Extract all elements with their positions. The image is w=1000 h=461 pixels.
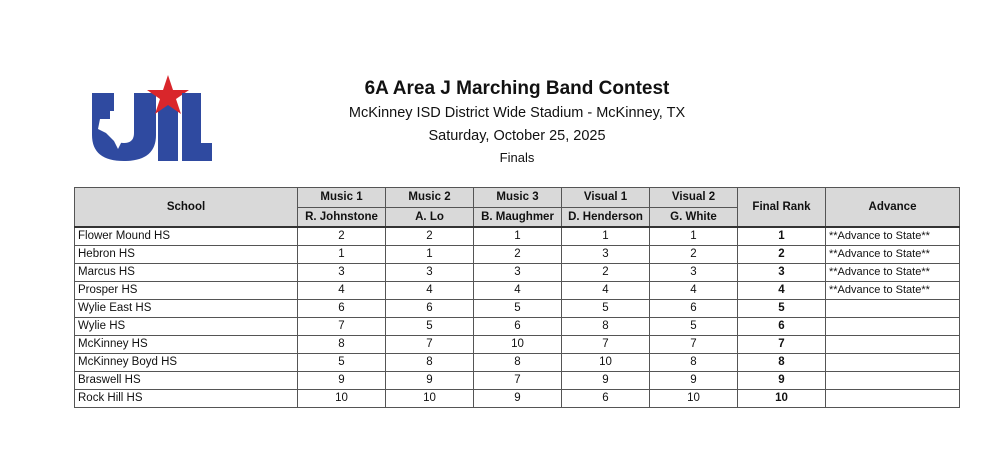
judge-name-header: D. Henderson xyxy=(562,208,650,228)
judge-rank-cell: 1 xyxy=(474,227,562,246)
advance-cell xyxy=(826,318,960,336)
judge-rank-cell: 9 xyxy=(386,372,474,390)
judge-rank-cell: 10 xyxy=(474,336,562,354)
judge-rank-cell: 10 xyxy=(562,354,650,372)
judge-category-header: Music 3 xyxy=(474,188,562,208)
judge-rank-cell: 4 xyxy=(650,282,738,300)
judge-name-header: G. White xyxy=(650,208,738,228)
results-table xyxy=(74,187,960,408)
judge-rank-cell: 5 xyxy=(386,318,474,336)
final-rank-cell: 9 xyxy=(738,372,826,390)
judge-rank-cell: 7 xyxy=(650,336,738,354)
judge-rank-cell: 2 xyxy=(386,227,474,246)
judge-rank-cell: 1 xyxy=(562,227,650,246)
judge-rank-cell: 4 xyxy=(474,282,562,300)
advance-cell: **Advance to State** xyxy=(826,282,960,300)
advance-cell: **Advance to State** xyxy=(826,227,960,246)
final-rank-cell: 8 xyxy=(738,354,826,372)
final-rank-cell: 7 xyxy=(738,336,826,354)
final-rank-cell: 10 xyxy=(738,390,826,408)
judge-rank-cell: 10 xyxy=(650,390,738,408)
judge-rank-cell: 2 xyxy=(298,227,386,246)
school-cell: McKinney HS xyxy=(75,336,298,354)
judge-rank-cell: 3 xyxy=(562,246,650,264)
advance-cell xyxy=(826,300,960,318)
judge-rank-cell: 8 xyxy=(650,354,738,372)
school-cell: Hebron HS xyxy=(75,246,298,264)
school-cell: Braswell HS xyxy=(75,372,298,390)
advance-cell: **Advance to State** xyxy=(826,264,960,282)
judge-rank-cell: 1 xyxy=(386,246,474,264)
judge-rank-cell: 6 xyxy=(474,318,562,336)
uil-logo xyxy=(88,75,212,163)
judge-rank-cell: 6 xyxy=(298,300,386,318)
judge-rank-cell: 4 xyxy=(562,282,650,300)
final-rank-cell: 6 xyxy=(738,318,826,336)
judge-rank-cell: 8 xyxy=(386,354,474,372)
table-row xyxy=(75,390,960,408)
school-header: School xyxy=(75,188,298,228)
table-row xyxy=(75,300,960,318)
judge-rank-cell: 2 xyxy=(474,246,562,264)
judge-rank-cell: 2 xyxy=(650,246,738,264)
judge-category-header: Visual 2 xyxy=(650,188,738,208)
judge-rank-cell: 10 xyxy=(386,390,474,408)
school-cell: Wylie East HS xyxy=(75,300,298,318)
judge-rank-cell: 6 xyxy=(386,300,474,318)
judge-rank-cell: 9 xyxy=(650,372,738,390)
venue-line: McKinney ISD District Wide Stadium - McKinney, TX xyxy=(348,105,686,121)
judge-rank-cell: 6 xyxy=(562,390,650,408)
judge-rank-cell: 8 xyxy=(474,354,562,372)
judge-rank-cell: 10 xyxy=(298,390,386,408)
final-rank-header: Final Rank xyxy=(738,188,826,228)
table-row xyxy=(75,227,960,246)
judge-rank-cell: 7 xyxy=(474,372,562,390)
judge-rank-cell: 3 xyxy=(474,264,562,282)
advance-cell: **Advance to State** xyxy=(826,246,960,264)
table-row xyxy=(75,264,960,282)
logo-text: UIL xyxy=(88,75,90,76)
judge-rank-cell: 4 xyxy=(386,282,474,300)
judge-rank-cell: 8 xyxy=(562,318,650,336)
judge-rank-cell: 3 xyxy=(386,264,474,282)
judge-rank-cell: 5 xyxy=(562,300,650,318)
final-rank-cell: 2 xyxy=(738,246,826,264)
judge-rank-cell: 7 xyxy=(562,336,650,354)
judge-rank-cell: 6 xyxy=(650,300,738,318)
judge-rank-cell: 1 xyxy=(650,227,738,246)
judge-rank-cell: 9 xyxy=(298,372,386,390)
school-cell: Rock Hill HS xyxy=(75,390,298,408)
school-cell: Wylie HS xyxy=(75,318,298,336)
judge-name-header: B. Maughmer xyxy=(474,208,562,228)
final-rank-cell: 4 xyxy=(738,282,826,300)
judge-name-header: R. Johnstone xyxy=(298,208,386,228)
judge-rank-cell: 5 xyxy=(650,318,738,336)
date-line: Saturday, October 25, 2025 xyxy=(428,128,606,144)
advance-header: Advance xyxy=(826,188,960,228)
judge-rank-cell: 8 xyxy=(298,336,386,354)
table-row xyxy=(75,246,960,264)
judge-name-header: A. Lo xyxy=(386,208,474,228)
judge-rank-cell: 5 xyxy=(298,354,386,372)
final-rank-cell: 3 xyxy=(738,264,826,282)
school-cell: Prosper HS xyxy=(75,282,298,300)
judge-rank-cell: 7 xyxy=(386,336,474,354)
advance-cell xyxy=(826,372,960,390)
judge-category-header: Music 1 xyxy=(298,188,386,208)
judge-rank-cell: 5 xyxy=(474,300,562,318)
judge-rank-cell: 7 xyxy=(298,318,386,336)
table-row xyxy=(75,372,960,390)
round-line: Finals xyxy=(499,150,535,165)
advance-cell xyxy=(826,390,960,408)
judge-rank-cell: 9 xyxy=(474,390,562,408)
judge-category-header: Music 2 xyxy=(386,188,474,208)
page-title: 6A Area J Marching Band Contest xyxy=(364,78,670,99)
table-row xyxy=(75,282,960,300)
judge-rank-cell: 3 xyxy=(298,264,386,282)
advance-cell xyxy=(826,354,960,372)
table-row xyxy=(75,318,960,336)
uil-letter-l xyxy=(182,93,212,161)
school-cell: McKinney Boyd HS xyxy=(75,354,298,372)
judge-rank-cell: 4 xyxy=(298,282,386,300)
uil-letter-i xyxy=(158,105,178,161)
school-cell: Marcus HS xyxy=(75,264,298,282)
table-row xyxy=(75,354,960,372)
table-row xyxy=(75,336,960,354)
advance-cell xyxy=(826,336,960,354)
judge-rank-cell: 1 xyxy=(298,246,386,264)
final-rank-cell: 1 xyxy=(738,227,826,246)
final-rank-cell: 5 xyxy=(738,300,826,318)
school-cell: Flower Mound HS xyxy=(75,227,298,246)
judge-rank-cell: 2 xyxy=(562,264,650,282)
judge-category-header: Visual 1 xyxy=(562,188,650,208)
judge-rank-cell: 9 xyxy=(562,372,650,390)
judge-rank-cell: 3 xyxy=(650,264,738,282)
